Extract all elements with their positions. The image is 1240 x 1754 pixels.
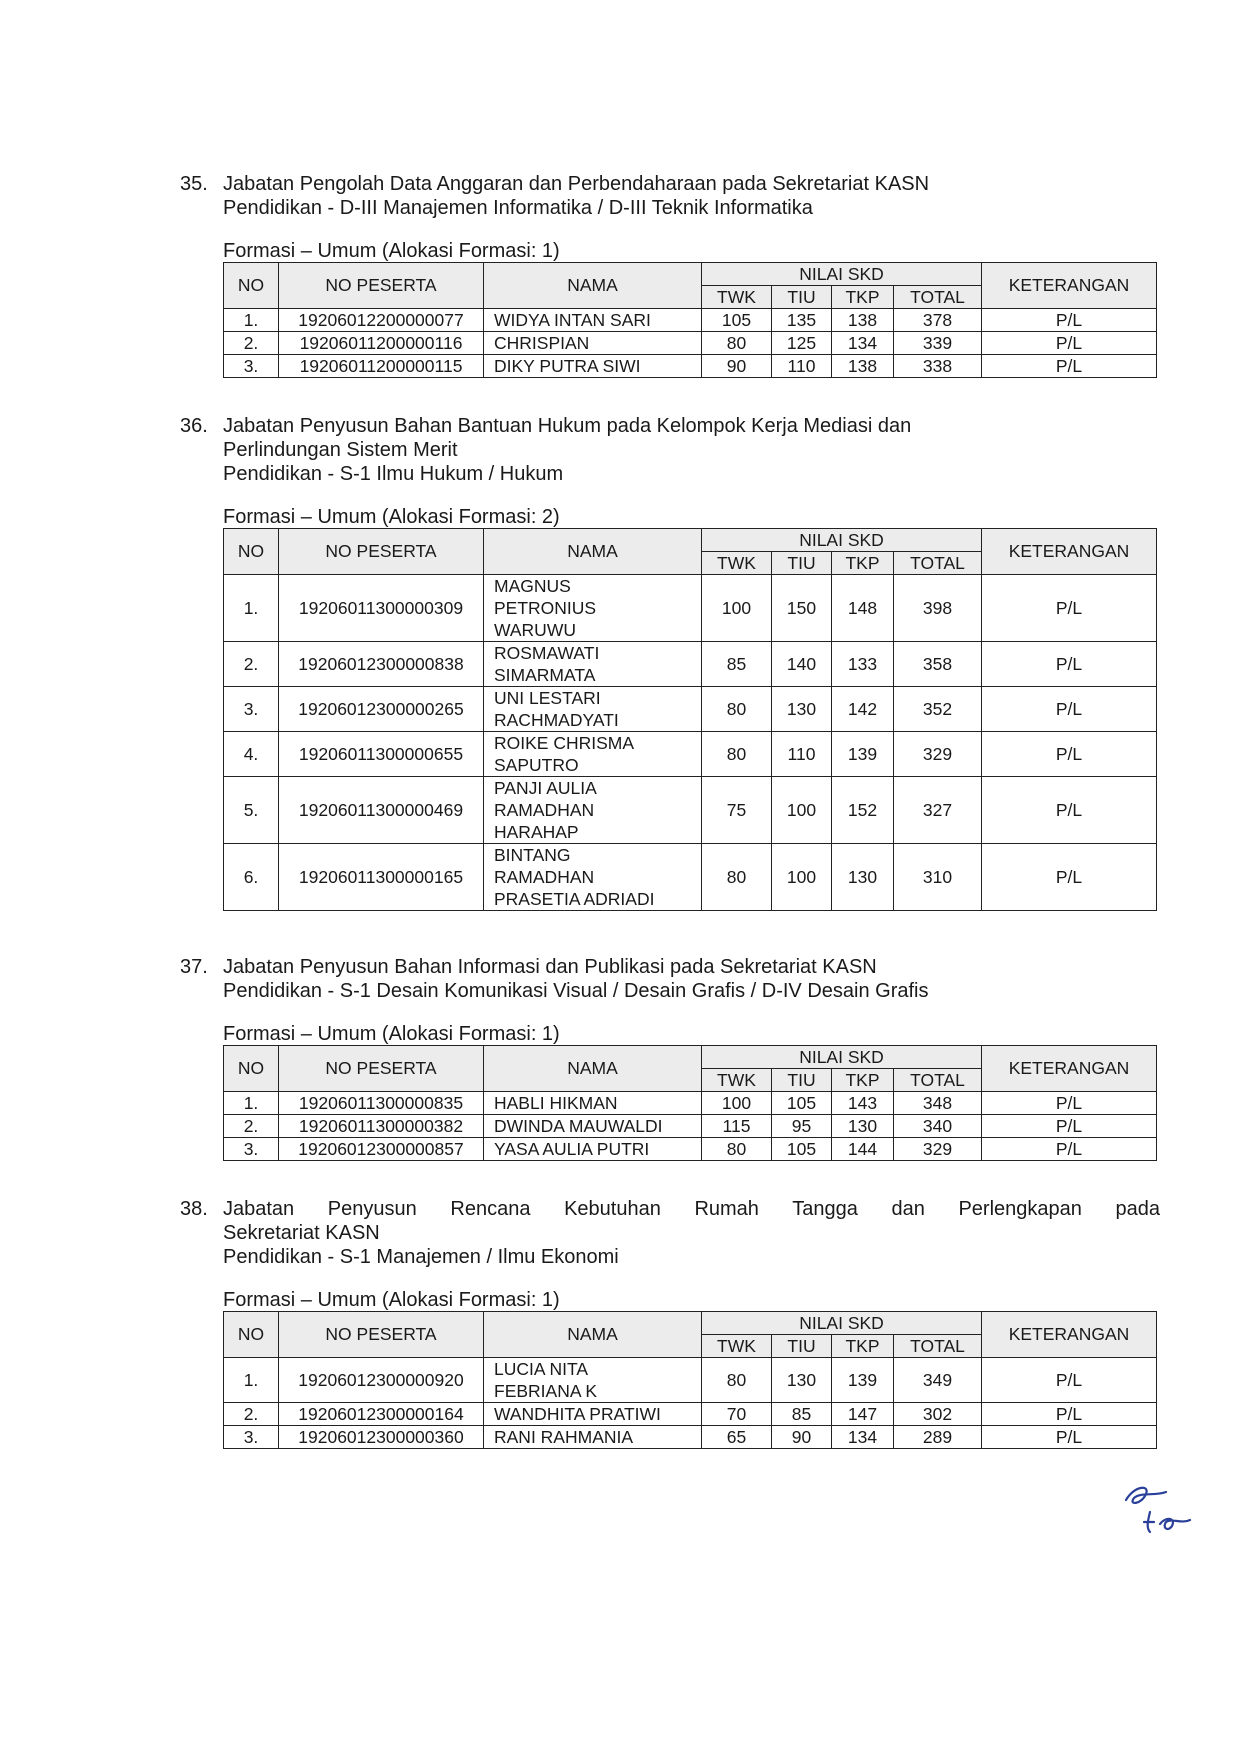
cell-no: 4. bbox=[224, 732, 279, 777]
cell-keterangan: P/L bbox=[982, 732, 1157, 777]
cell-no: 2. bbox=[224, 332, 279, 355]
cell-tkp: 143 bbox=[832, 1092, 894, 1115]
formasi-label: Formasi – Umum (Alokasi Formasi: 1) bbox=[223, 240, 560, 262]
cell-peserta: 19206012200000077 bbox=[279, 309, 484, 332]
header-nama: NAMA bbox=[484, 1046, 702, 1092]
cell-total: 349 bbox=[894, 1358, 982, 1403]
section-title: Jabatan Pengolah Data Anggaran dan Perbendaharaan pada Sekretariat KASN bbox=[223, 173, 930, 195]
cell-peserta: 19206011300000469 bbox=[279, 777, 484, 844]
section-number: 38. bbox=[180, 1198, 208, 1220]
cell-nama: PANJI AULIA RAMADHAN HARAHAP bbox=[484, 777, 702, 844]
cell-no: 2. bbox=[224, 1403, 279, 1426]
cell-nama: YASA AULIA PUTRI bbox=[484, 1138, 702, 1161]
header-nama: NAMA bbox=[484, 263, 702, 309]
cell-tkp: 144 bbox=[832, 1138, 894, 1161]
cell-keterangan: P/L bbox=[982, 332, 1157, 355]
section-37 bbox=[180, 955, 1160, 1161]
section-number: 36. bbox=[180, 415, 208, 437]
section-number: 35. bbox=[180, 173, 208, 195]
cell-twk: 70 bbox=[702, 1403, 772, 1426]
header-total: TOTAL bbox=[894, 552, 982, 575]
cell-keterangan: P/L bbox=[982, 575, 1157, 642]
cell-tiu: 85 bbox=[772, 1403, 832, 1426]
cell-no: 3. bbox=[224, 1138, 279, 1161]
cell-twk: 100 bbox=[702, 1092, 772, 1115]
cell-no: 1. bbox=[224, 1092, 279, 1115]
cell-peserta: 19206011200000115 bbox=[279, 355, 484, 378]
cell-keterangan: P/L bbox=[982, 1403, 1157, 1426]
cell-nama: DWINDA MAUWALDI bbox=[484, 1115, 702, 1138]
cell-total: 310 bbox=[894, 844, 982, 911]
table-row bbox=[224, 309, 1157, 332]
cell-twk: 90 bbox=[702, 355, 772, 378]
header-tkp: TKP bbox=[832, 286, 894, 309]
section-title: Sekretariat KASN bbox=[223, 1222, 380, 1244]
formasi-label: Formasi – Umum (Alokasi Formasi: 1) bbox=[223, 1023, 560, 1045]
section-36 bbox=[180, 414, 1160, 911]
section-header bbox=[180, 414, 1160, 486]
cell-total: 327 bbox=[894, 777, 982, 844]
table-row bbox=[224, 732, 1157, 777]
header-total: TOTAL bbox=[894, 286, 982, 309]
cell-keterangan: P/L bbox=[982, 777, 1157, 844]
table-row bbox=[224, 844, 1157, 911]
header-tkp: TKP bbox=[832, 1069, 894, 1092]
cell-total: 398 bbox=[894, 575, 982, 642]
cell-nama: BINTANG RAMADHAN PRASETIA ADRIADI bbox=[484, 844, 702, 911]
cell-tiu: 130 bbox=[772, 687, 832, 732]
section-38 bbox=[180, 1197, 1160, 1449]
cell-no: 5. bbox=[224, 777, 279, 844]
cell-tkp: 138 bbox=[832, 355, 894, 378]
section-header bbox=[180, 955, 1160, 1003]
header-tiu: TIU bbox=[772, 286, 832, 309]
cell-peserta: 19206012300000920 bbox=[279, 1358, 484, 1403]
table-row bbox=[224, 575, 1157, 642]
cell-total: 329 bbox=[894, 1138, 982, 1161]
section-header bbox=[180, 172, 1160, 220]
header-nama: NAMA bbox=[484, 1312, 702, 1358]
cell-peserta: 19206011300000382 bbox=[279, 1115, 484, 1138]
cell-tiu: 100 bbox=[772, 777, 832, 844]
cell-nama: CHRISPIAN bbox=[484, 332, 702, 355]
cell-tkp: 134 bbox=[832, 332, 894, 355]
header-no-peserta: NO PESERTA bbox=[279, 1046, 484, 1092]
section-title: Jabatan Penyusun Bahan Bantuan Hukum pada Kelompok Kerja Mediasi dan bbox=[223, 415, 912, 437]
cell-tkp: 133 bbox=[832, 642, 894, 687]
section-pendidikan: Pendidikan - S-1 Ilmu Hukum / Hukum bbox=[223, 463, 564, 485]
formasi-label: Formasi – Umum (Alokasi Formasi: 2) bbox=[223, 506, 560, 528]
table-row bbox=[224, 642, 1157, 687]
cell-keterangan: P/L bbox=[982, 1358, 1157, 1403]
header-no: NO bbox=[224, 1046, 279, 1092]
cell-nama: ROIKE CHRISMA SAPUTRO bbox=[484, 732, 702, 777]
cell-nama: DIKY PUTRA SIWI bbox=[484, 355, 702, 378]
cell-nama: HABLI HIKMAN bbox=[484, 1092, 702, 1115]
section-header bbox=[180, 1197, 1160, 1269]
cell-keterangan: P/L bbox=[982, 844, 1157, 911]
cell-no: 6. bbox=[224, 844, 279, 911]
section-pendidikan: Pendidikan - D-III Manajemen Informatika / D-III Teknik Informatika bbox=[223, 197, 813, 219]
cell-peserta: 19206011300000309 bbox=[279, 575, 484, 642]
cell-tiu: 130 bbox=[772, 1358, 832, 1403]
table-row bbox=[224, 355, 1157, 378]
section-title: Perlindungan Sistem Merit bbox=[223, 439, 458, 461]
header-no-peserta: NO PESERTA bbox=[279, 263, 484, 309]
header-nilai-skd: NILAI SKD bbox=[702, 263, 982, 286]
header-keterangan: KETERANGAN bbox=[982, 263, 1157, 309]
cell-peserta: 19206011300000655 bbox=[279, 732, 484, 777]
cell-total: 378 bbox=[894, 309, 982, 332]
cell-no: 3. bbox=[224, 1426, 279, 1449]
cell-nama: WANDHITA PRATIWI bbox=[484, 1403, 702, 1426]
header-keterangan: KETERANGAN bbox=[982, 1046, 1157, 1092]
cell-tkp: 134 bbox=[832, 1426, 894, 1449]
header-no: NO bbox=[224, 263, 279, 309]
cell-tkp: 130 bbox=[832, 844, 894, 911]
cell-tiu: 110 bbox=[772, 355, 832, 378]
cell-keterangan: P/L bbox=[982, 1138, 1157, 1161]
cell-total: 302 bbox=[894, 1403, 982, 1426]
cell-twk: 105 bbox=[702, 309, 772, 332]
table-row bbox=[224, 1115, 1157, 1138]
cell-peserta: 19206012300000360 bbox=[279, 1426, 484, 1449]
cell-keterangan: P/L bbox=[982, 1426, 1157, 1449]
table-row bbox=[224, 332, 1157, 355]
results-table bbox=[223, 262, 1157, 378]
results-table bbox=[223, 528, 1157, 911]
table-row bbox=[224, 1403, 1157, 1426]
header-nilai-skd: NILAI SKD bbox=[702, 529, 982, 552]
table-row bbox=[224, 1138, 1157, 1161]
cell-nama: UNI LESTARI RACHMADYATI bbox=[484, 687, 702, 732]
cell-peserta: 19206011300000165 bbox=[279, 844, 484, 911]
cell-tiu: 135 bbox=[772, 309, 832, 332]
header-total: TOTAL bbox=[894, 1335, 982, 1358]
cell-tiu: 105 bbox=[772, 1092, 832, 1115]
header-no: NO bbox=[224, 529, 279, 575]
cell-tkp: 139 bbox=[832, 732, 894, 777]
cell-twk: 80 bbox=[702, 732, 772, 777]
results-table bbox=[223, 1045, 1157, 1161]
cell-total: 358 bbox=[894, 642, 982, 687]
cell-twk: 65 bbox=[702, 1426, 772, 1449]
header-twk: TWK bbox=[702, 552, 772, 575]
cell-tiu: 95 bbox=[772, 1115, 832, 1138]
cell-no: 3. bbox=[224, 687, 279, 732]
cell-tkp: 152 bbox=[832, 777, 894, 844]
header-keterangan: KETERANGAN bbox=[982, 529, 1157, 575]
header-twk: TWK bbox=[702, 1069, 772, 1092]
cell-tiu: 150 bbox=[772, 575, 832, 642]
cell-nama: LUCIA NITA FEBRIANA K bbox=[484, 1358, 702, 1403]
header-tiu: TIU bbox=[772, 1069, 832, 1092]
cell-keterangan: P/L bbox=[982, 309, 1157, 332]
header-keterangan: KETERANGAN bbox=[982, 1312, 1157, 1358]
cell-twk: 80 bbox=[702, 687, 772, 732]
cell-peserta: 19206011200000116 bbox=[279, 332, 484, 355]
header-nama: NAMA bbox=[484, 529, 702, 575]
header-tkp: TKP bbox=[832, 552, 894, 575]
section-pendidikan: Pendidikan - S-1 Manajemen / Ilmu Ekonomi bbox=[223, 1246, 619, 1268]
cell-tkp: 147 bbox=[832, 1403, 894, 1426]
cell-tiu: 100 bbox=[772, 844, 832, 911]
cell-no: 1. bbox=[224, 309, 279, 332]
header-total: TOTAL bbox=[894, 1069, 982, 1092]
cell-total: 338 bbox=[894, 355, 982, 378]
cell-tiu: 105 bbox=[772, 1138, 832, 1161]
section-35 bbox=[180, 172, 1160, 378]
cell-tiu: 125 bbox=[772, 332, 832, 355]
cell-total: 348 bbox=[894, 1092, 982, 1115]
cell-keterangan: P/L bbox=[982, 1115, 1157, 1138]
header-no: NO bbox=[224, 1312, 279, 1358]
header-tiu: TIU bbox=[772, 552, 832, 575]
table-row bbox=[224, 687, 1157, 732]
cell-tkp: 130 bbox=[832, 1115, 894, 1138]
paraf-signature bbox=[1120, 1478, 1200, 1538]
cell-peserta: 19206012300000164 bbox=[279, 1403, 484, 1426]
cell-peserta: 19206012300000838 bbox=[279, 642, 484, 687]
header-nilai-skd: NILAI SKD bbox=[702, 1312, 982, 1335]
cell-total: 289 bbox=[894, 1426, 982, 1449]
section-title: Jabatan Penyusun Bahan Informasi dan Publikasi pada Sekretariat KASN bbox=[223, 956, 877, 978]
cell-keterangan: P/L bbox=[982, 355, 1157, 378]
cell-no: 1. bbox=[224, 1358, 279, 1403]
header-nilai-skd: NILAI SKD bbox=[702, 1046, 982, 1069]
cell-keterangan: P/L bbox=[982, 642, 1157, 687]
section-title: Jabatan Penyusun Rencana Kebutuhan Rumah Tangga dan Perlengkapan pada bbox=[223, 1198, 1160, 1220]
cell-total: 352 bbox=[894, 687, 982, 732]
header-twk: TWK bbox=[702, 286, 772, 309]
cell-twk: 100 bbox=[702, 575, 772, 642]
cell-nama: MAGNUS PETRONIUS WARUWU bbox=[484, 575, 702, 642]
cell-twk: 80 bbox=[702, 1358, 772, 1403]
cell-no: 2. bbox=[224, 642, 279, 687]
header-no-peserta: NO PESERTA bbox=[279, 529, 484, 575]
cell-tkp: 148 bbox=[832, 575, 894, 642]
cell-twk: 85 bbox=[702, 642, 772, 687]
cell-twk: 75 bbox=[702, 777, 772, 844]
cell-nama: WIDYA INTAN SARI bbox=[484, 309, 702, 332]
header-tiu: TIU bbox=[772, 1335, 832, 1358]
cell-tiu: 90 bbox=[772, 1426, 832, 1449]
cell-nama: RANI RAHMANIA bbox=[484, 1426, 702, 1449]
section-pendidikan: Pendidikan - S-1 Desain Komunikasi Visual / Desain Grafis / D-IV Desain Grafis bbox=[223, 980, 929, 1002]
header-tkp: TKP bbox=[832, 1335, 894, 1358]
cell-total: 329 bbox=[894, 732, 982, 777]
section-number: 37. bbox=[180, 956, 208, 978]
table-row bbox=[224, 1358, 1157, 1403]
cell-keterangan: P/L bbox=[982, 687, 1157, 732]
cell-no: 3. bbox=[224, 355, 279, 378]
cell-tkp: 139 bbox=[832, 1358, 894, 1403]
cell-tkp: 142 bbox=[832, 687, 894, 732]
table-row bbox=[224, 777, 1157, 844]
table-row bbox=[224, 1426, 1157, 1449]
table-row bbox=[224, 1092, 1157, 1115]
cell-keterangan: P/L bbox=[982, 1092, 1157, 1115]
results-table bbox=[223, 1311, 1157, 1449]
cell-tkp: 138 bbox=[832, 309, 894, 332]
cell-no: 1. bbox=[224, 575, 279, 642]
cell-twk: 80 bbox=[702, 844, 772, 911]
cell-twk: 115 bbox=[702, 1115, 772, 1138]
cell-tiu: 140 bbox=[772, 642, 832, 687]
cell-twk: 80 bbox=[702, 1138, 772, 1161]
cell-peserta: 19206012300000265 bbox=[279, 687, 484, 732]
formasi-label: Formasi – Umum (Alokasi Formasi: 1) bbox=[223, 1289, 560, 1311]
cell-peserta: 19206011300000835 bbox=[279, 1092, 484, 1115]
cell-total: 339 bbox=[894, 332, 982, 355]
cell-nama: ROSMAWATI SIMARMATA bbox=[484, 642, 702, 687]
cell-total: 340 bbox=[894, 1115, 982, 1138]
cell-peserta: 19206012300000857 bbox=[279, 1138, 484, 1161]
header-twk: TWK bbox=[702, 1335, 772, 1358]
header-no-peserta: NO PESERTA bbox=[279, 1312, 484, 1358]
cell-no: 2. bbox=[224, 1115, 279, 1138]
cell-twk: 80 bbox=[702, 332, 772, 355]
cell-tiu: 110 bbox=[772, 732, 832, 777]
